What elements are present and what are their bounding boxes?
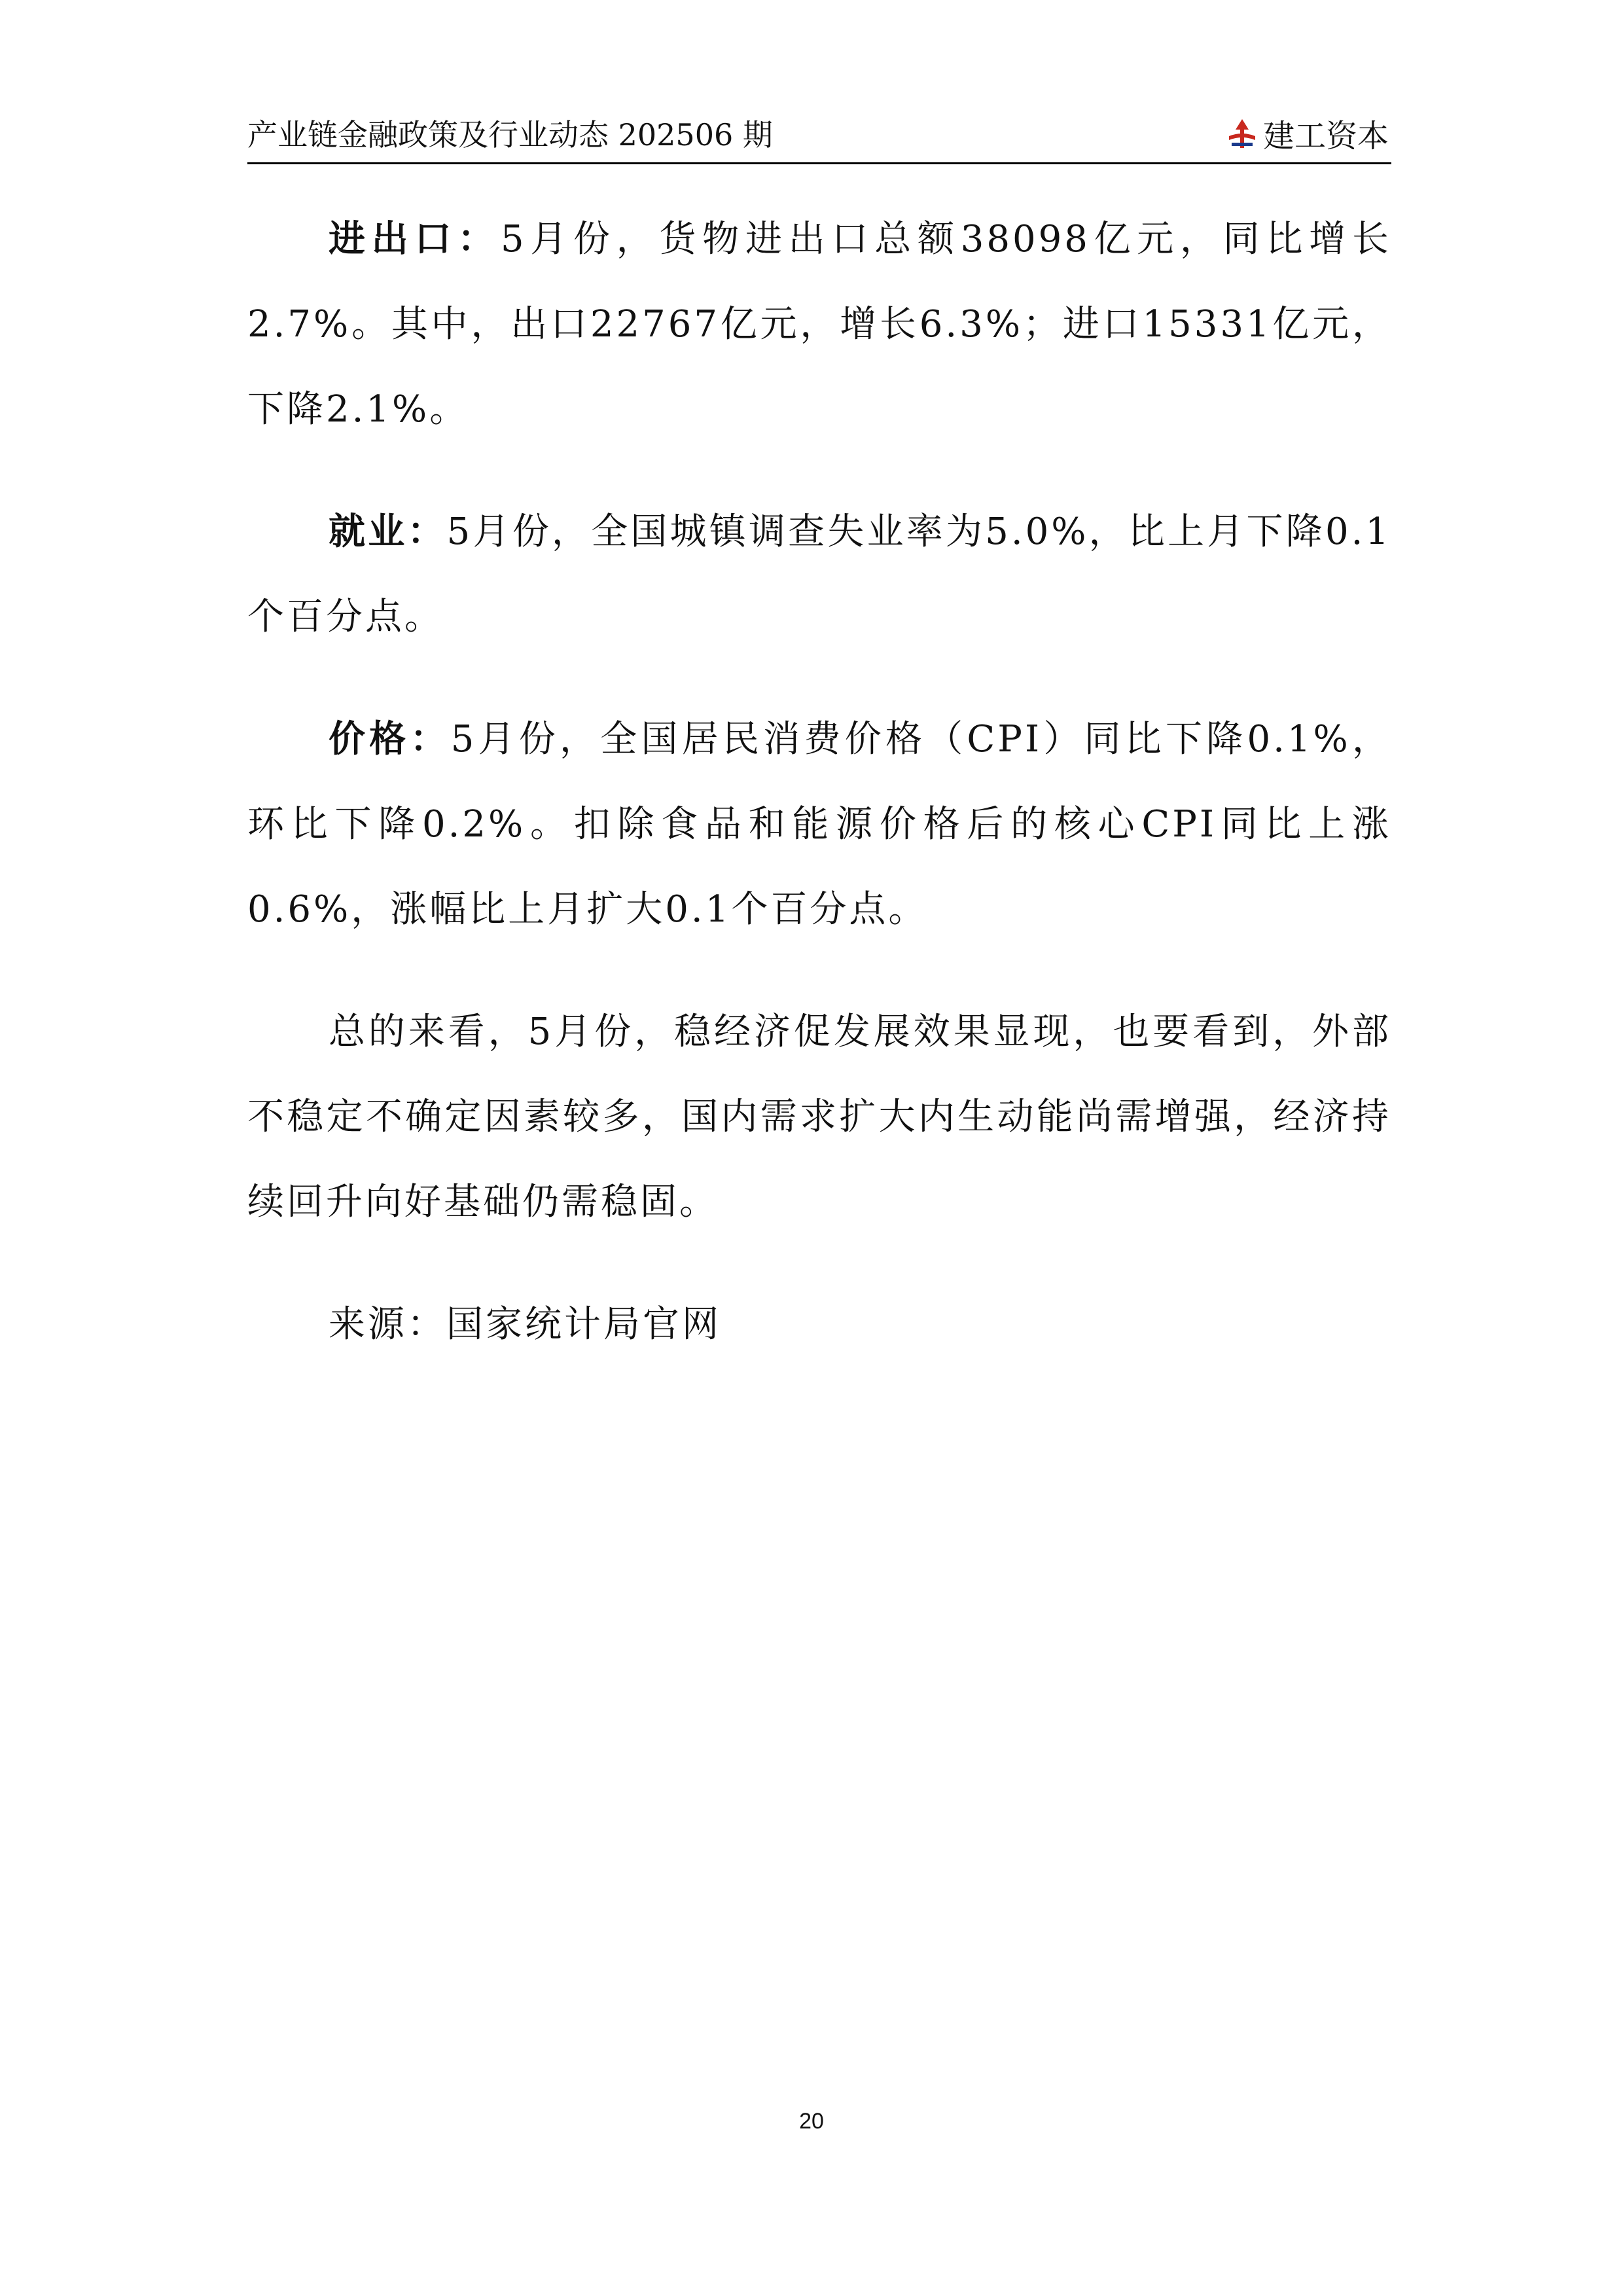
paragraph-employment <box>247 489 1391 660</box>
paragraph-trade <box>247 196 1391 452</box>
page-number: 20 <box>799 2109 824 2134</box>
page-header <box>247 110 1391 164</box>
document-body <box>247 196 1391 1404</box>
paragraph-text: 5月份，全国城镇调查失业率为5.0%，比上月下降0.1个百分点。 <box>247 511 1391 638</box>
paragraph-lead: 进出口： <box>329 217 501 260</box>
paragraph-source <box>247 1282 1391 1367</box>
paragraph-lead: 就业： <box>329 510 447 553</box>
paragraph-lead: 价格： <box>329 717 451 761</box>
header-title: 产业链金融政策及行业动态 202506 期 <box>247 117 773 152</box>
paragraph-text: 总的来看，5月份，稳经济促发展效果显现，也要看到，外部不稳定不确定因素较多，国内需求扩大内生动能尚需增强，经济持续回升向好基础仍需稳固。 <box>247 1011 1391 1223</box>
paragraph-text: 5月份，全国居民消费价格（CPI）同比下降0.1%，环比下降0.2%。扣除食品和能源价格后的核心CPI同比上涨0.6%，涨幅比上月扩大0.1个百分点。 <box>247 718 1392 931</box>
paragraph-text: 来源：国家统计局官网 <box>329 1303 721 1346</box>
paragraph-summary <box>247 989 1391 1245</box>
paragraph-price <box>247 696 1391 952</box>
brand-name: 建工资本 <box>1262 118 1389 154</box>
paragraph-text: 5月份，货物进出口总额38098亿元，同比增长2.7%。其中，出口22767亿元，增长6.3%；进口15331亿元，下降2.1%。 <box>247 218 1391 431</box>
jiangong-logo-icon <box>1225 117 1259 151</box>
header-brand <box>1225 111 1389 156</box>
